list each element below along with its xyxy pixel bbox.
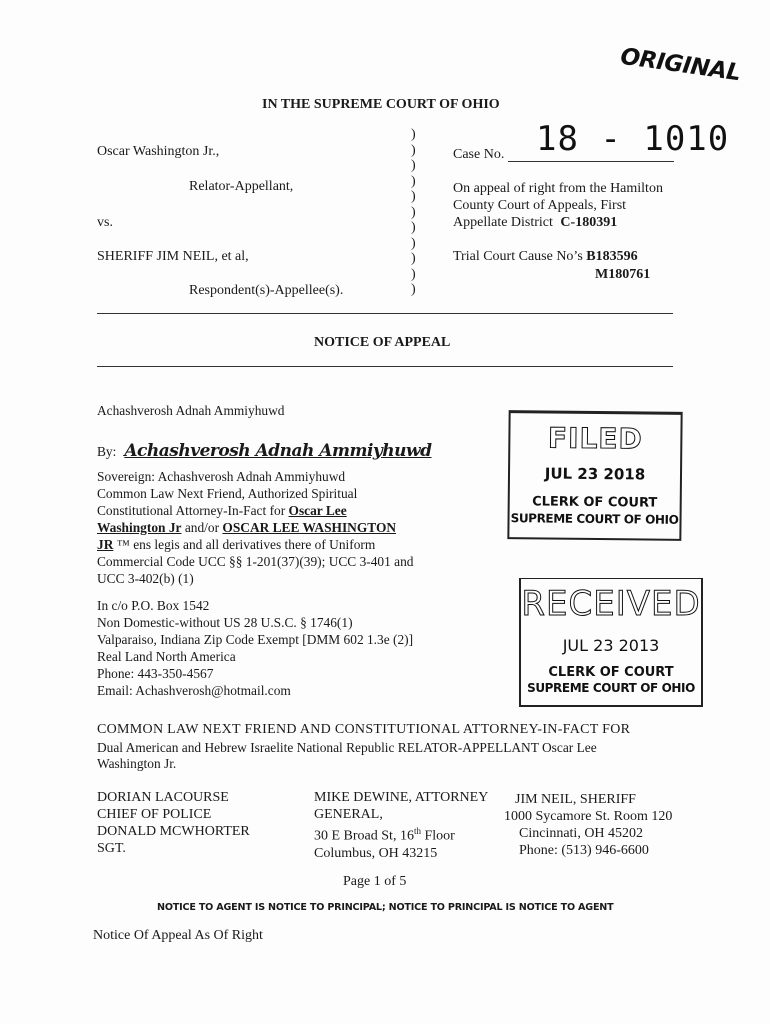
service-ag-street: 30 E Broad St, 16 bbox=[314, 828, 414, 844]
filer-principal-name: Oscar Lee bbox=[288, 503, 347, 518]
case-no-underline bbox=[508, 161, 674, 162]
appeal-district-label: Appellate District bbox=[453, 215, 553, 230]
service-column-sheriff bbox=[504, 791, 673, 859]
filed-stamp-line-1: CLERK OF COURT bbox=[532, 494, 658, 511]
trial-cause-line bbox=[453, 248, 638, 265]
notice-rule bbox=[97, 366, 673, 367]
service-police-line: CHIEF OF POLICE bbox=[97, 807, 212, 822]
page-number: Page 1 of 5 bbox=[343, 874, 407, 889]
service-column-police bbox=[97, 789, 250, 857]
filer-line-3 bbox=[97, 503, 347, 520]
filed-stamp-line-2: SUPREME COURT OF OHIO bbox=[510, 511, 679, 527]
respondent-role: Respondent(s)-Appellee(s). bbox=[189, 283, 344, 298]
trial-case-1: B183596 bbox=[586, 249, 638, 264]
received-stamp-title: RECEIVED bbox=[521, 584, 701, 624]
relator-role: Relator-Appellant, bbox=[189, 179, 294, 194]
notice-to-agent: NOTICE TO AGENT IS NOTICE TO PRINCIPAL; NOTICE TO PRINCIPAL IS NOTICE TO AGENT bbox=[157, 902, 614, 913]
filer-line-2: Common Law Next Friend, Authorized Spiritual bbox=[97, 486, 358, 501]
vs-label: vs. bbox=[97, 215, 113, 230]
received-stamp-date: JUL 23 2013 bbox=[562, 636, 660, 655]
appeal-line-3 bbox=[453, 214, 617, 231]
filer-principal-name-2: Washington Jr bbox=[97, 520, 182, 535]
case-no-value: 18 - 1010 bbox=[536, 119, 730, 159]
court-title: IN THE SUPREME COURT OF OHIO bbox=[262, 97, 500, 112]
footer-title: Notice Of Appeal As Of Right bbox=[93, 928, 263, 943]
caption-divider: ) ) ) ) ) ) ) ) ) ) ) bbox=[411, 127, 416, 297]
filer-line-5 bbox=[97, 537, 375, 554]
address-line-3: Valparaiso, Indiana Zip Code Exempt [DMM 602 1.3e (2)] bbox=[97, 632, 414, 647]
relator-name: Oscar Washington Jr., bbox=[97, 144, 220, 159]
trial-cause-label: Trial Court Cause No’s bbox=[453, 249, 583, 264]
received-stamp-line-1: CLERK OF COURT bbox=[548, 665, 674, 680]
service-ag-superscript: th bbox=[413, 826, 421, 836]
notice-title: NOTICE OF APPEAL bbox=[314, 335, 451, 350]
service-ag-line: MIKE DEWINE, ATTORNEY bbox=[314, 790, 489, 805]
service-police-line: DORIAN LACOURSE bbox=[97, 790, 229, 805]
address-phone: Phone: 443-350-4567 bbox=[97, 666, 214, 681]
filer-principal-caps: OSCAR LEE WASHINGTON bbox=[222, 520, 397, 535]
filer-line-4 bbox=[97, 520, 396, 537]
filed-stamp bbox=[507, 410, 682, 541]
filer-principal-jr: JR bbox=[97, 537, 114, 552]
appeal-case-number: C-180391 bbox=[560, 215, 618, 230]
received-stamp-line-2: SUPREME COURT OF OHIO bbox=[527, 681, 695, 695]
filed-stamp-title: FILED bbox=[547, 421, 643, 456]
service-sheriff-line: Phone: (513) 946-6600 bbox=[519, 843, 649, 858]
respondent-name: SHERIFF JIM NEIL, et al, bbox=[97, 249, 249, 264]
caption-rule bbox=[97, 313, 673, 314]
service-ag-address bbox=[314, 823, 488, 845]
service-ag-floor: Floor bbox=[420, 828, 455, 844]
appeal-line-2: County Court of Appeals, First bbox=[453, 198, 627, 213]
signature: Achashverosh Adnah Ammiyhuwd bbox=[124, 441, 432, 461]
received-stamp bbox=[519, 578, 703, 707]
service-column-attorney-general bbox=[314, 789, 488, 862]
filer-line-6: Commercial Code UCC §§ 1-201(37)(39); UCC 3-401 and bbox=[97, 554, 414, 569]
filer-line-1: Sovereign: Achashverosh Adnah Ammiyhuwd bbox=[97, 469, 346, 484]
signature-line bbox=[97, 441, 432, 461]
common-law-line-3: Washington Jr. bbox=[97, 756, 177, 771]
service-sheriff-line: Cincinnati, OH 45202 bbox=[519, 826, 644, 841]
address-line-2: Non Domestic-without US 28 U.S.C. § 1746(1) bbox=[97, 615, 353, 630]
filed-stamp-date: JUL 23 2018 bbox=[544, 464, 646, 484]
filer-and-or: and/or bbox=[184, 520, 220, 535]
filer-line-7: UCC 3-402(b) (1) bbox=[97, 571, 194, 586]
service-police-line: SGT. bbox=[97, 841, 126, 856]
address-line-1: In c/o P.O. Box 1542 bbox=[97, 598, 210, 613]
trial-case-2: M180761 bbox=[595, 267, 651, 282]
service-ag-line: Columbus, OH 43215 bbox=[314, 845, 438, 861]
filer-ens-legis: ™ ens legis and all derivatives there of Uniform bbox=[116, 537, 376, 552]
common-law-line-2: Dual American and Hebrew Israelite National Republic RELATOR-APPELLANT Oscar Lee bbox=[97, 740, 597, 755]
service-sheriff-line: 1000 Sycamore St. Room 120 bbox=[504, 809, 673, 824]
address-email: Email: Achashverosh@hotmail.com bbox=[97, 683, 291, 698]
filer-line-3-text: Constitutional Attorney-In-Fact for bbox=[97, 503, 286, 518]
common-law-line-1: COMMON LAW NEXT FRIEND AND CONSTITUTIONAL ATTORNEY-IN-FACT FOR bbox=[97, 722, 631, 737]
appeal-line-1: On appeal of right from the Hamilton bbox=[453, 181, 663, 196]
address-line-4: Real Land North America bbox=[97, 649, 236, 664]
service-police-line: DONALD MCWHORTER bbox=[97, 824, 250, 839]
service-ag-line: GENERAL, bbox=[314, 807, 383, 822]
by-label: By: bbox=[97, 444, 117, 459]
case-no-label: Case No. bbox=[453, 147, 505, 162]
filer-name: Achashverosh Adnah Ammiyhuwd bbox=[97, 403, 285, 418]
service-sheriff-line: JIM NEIL, SHERIFF bbox=[515, 792, 636, 807]
original-stamp: ORIGINAL bbox=[618, 43, 743, 87]
